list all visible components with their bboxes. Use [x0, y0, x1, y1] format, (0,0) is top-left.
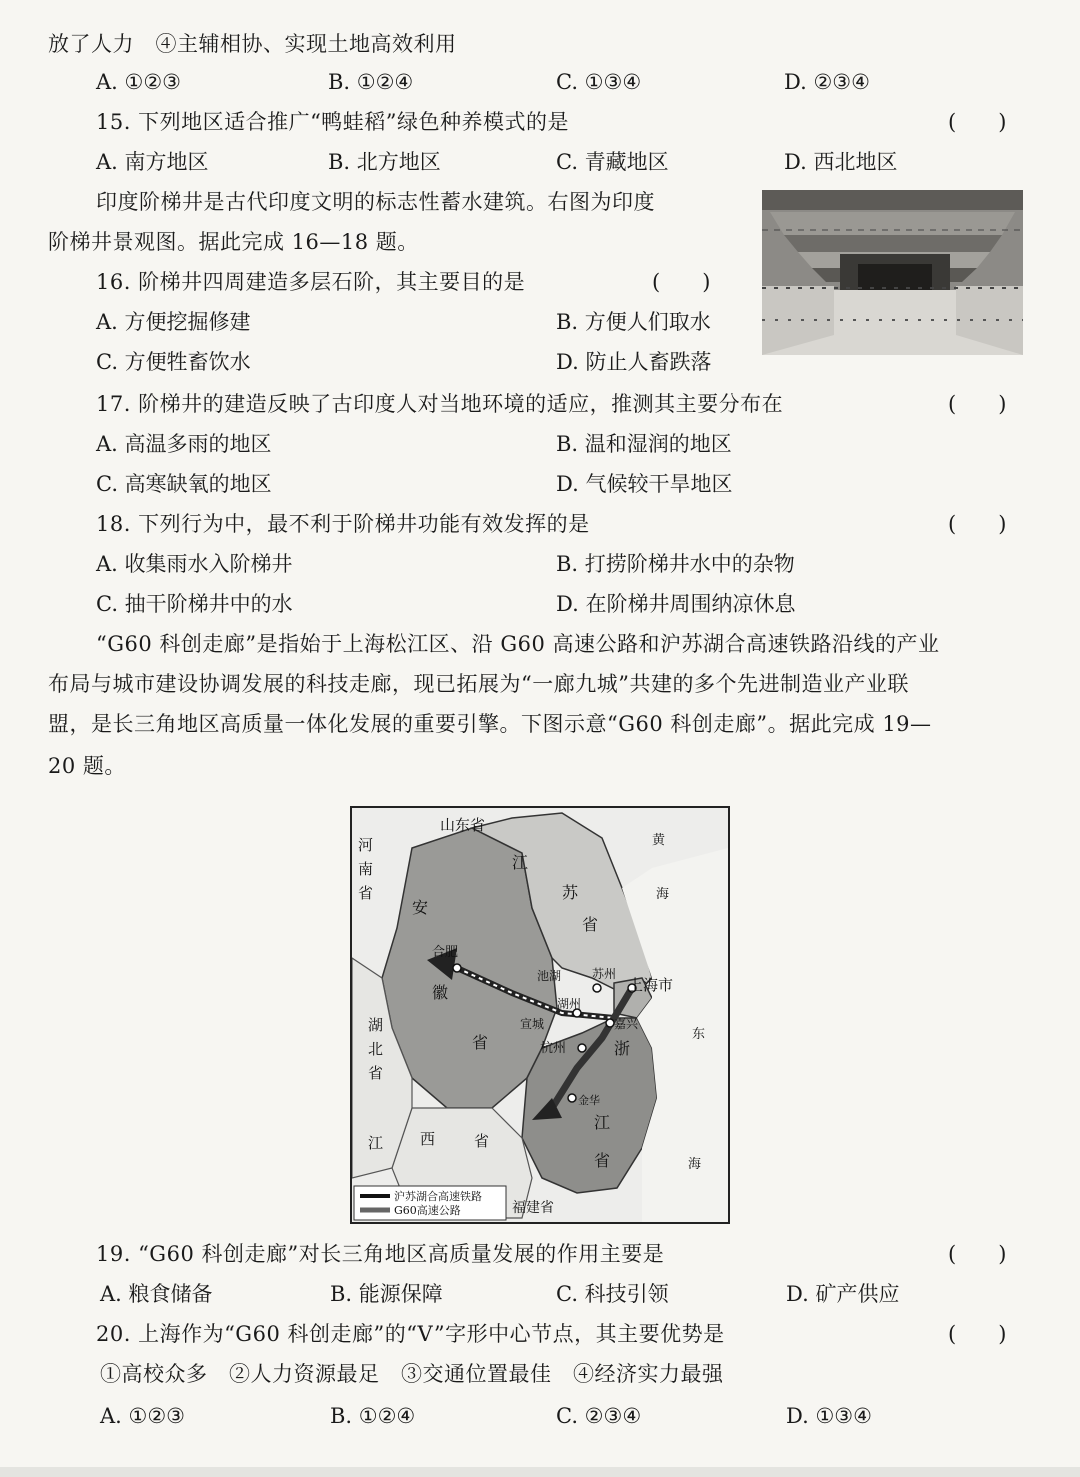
q17-stem: 17. 阶梯井的建造反映了古印度人对当地环境的适应，推测其主要分布在	[96, 392, 784, 416]
legend-railway: 沪苏湖合高速铁路	[394, 1190, 482, 1203]
q15-option-c[interactable]: C. 青藏地区	[556, 150, 669, 174]
q20-option-c[interactable]: C. ②③④	[556, 1404, 642, 1428]
q19-answer-blank[interactable]: ( )	[948, 1242, 1007, 1266]
q15-answer-blank[interactable]: ( )	[948, 110, 1007, 134]
q17-option-d[interactable]: D. 气候较干旱地区	[556, 472, 733, 496]
page-bottom-edge	[0, 1467, 1080, 1477]
q14-option-d[interactable]: D. ②③④	[784, 70, 870, 94]
q19-option-a[interactable]: A. 粮食储备	[100, 1282, 213, 1306]
q18-option-c[interactable]: C. 抽干阶梯井中的水	[96, 592, 293, 616]
label-zhejiang-3: 省	[594, 1151, 611, 1170]
q16-option-c[interactable]: C. 方便牲畜饮水	[96, 350, 251, 374]
q20-stem: 20. 上海作为“G60 科创走廊”的“V”字形中心节点，其主要优势是	[96, 1322, 725, 1346]
q16-option-a[interactable]: A. 方便挖掘修建	[96, 310, 251, 334]
label-huzhou: 湖州	[557, 997, 582, 1011]
q14-option-a[interactable]: A. ①②③	[96, 70, 181, 94]
legend-highway: G60高速公路	[394, 1204, 461, 1217]
stepwell-photo	[762, 190, 1023, 355]
q18-stem: 18. 下列行为中，最不利于阶梯井功能有效发挥的是	[96, 512, 590, 536]
q19-option-b[interactable]: B. 能源保障	[330, 1282, 443, 1306]
label-hangzhou: 杭州	[540, 1041, 567, 1056]
q18-option-b[interactable]: B. 打捞阶梯井水中的杂物	[556, 552, 795, 576]
q16-stem: 16. 阶梯井四周建造多层石阶，其主要目的是	[96, 270, 526, 294]
q17-option-b[interactable]: B. 温和湿润的地区	[556, 432, 732, 456]
label-donghai-2: 海	[688, 1157, 702, 1172]
q16-option-d[interactable]: D. 防止人畜跌落	[556, 350, 712, 374]
g60-corridor-map	[350, 806, 730, 1224]
q15-option-a[interactable]: A. 南方地区	[96, 150, 209, 174]
label-shandong: 山东省	[440, 816, 486, 834]
q16-answer-blank[interactable]: ( )	[652, 270, 711, 294]
label-hubei-2: 北	[368, 1040, 384, 1058]
intro2-line4: 20 题。	[48, 754, 126, 778]
label-zhejiang-2: 江	[594, 1113, 611, 1132]
label-hefei: 合肥	[432, 945, 459, 960]
q20-option-a[interactable]: A. ①②③	[100, 1404, 185, 1428]
q20-answer-blank[interactable]: ( )	[948, 1322, 1007, 1346]
q18-answer-blank[interactable]: ( )	[948, 512, 1007, 536]
label-hubei-3: 省	[368, 1064, 384, 1082]
label-chizhou: 池湖	[537, 969, 562, 983]
q17-answer-blank[interactable]: ( )	[948, 392, 1007, 416]
intro1-line1: 印度阶梯井是古代印度文明的标志性蓄水建筑。右图为印度	[96, 190, 655, 214]
q15-option-b[interactable]: B. 北方地区	[328, 150, 441, 174]
q20-option-d[interactable]: D. ①③④	[786, 1404, 872, 1428]
q19-option-d[interactable]: D. 矿产供应	[786, 1282, 900, 1306]
q19-option-c[interactable]: C. 科技引领	[556, 1282, 669, 1306]
label-jiangsu-2: 苏	[562, 883, 579, 902]
q18-option-a[interactable]: A. 收集雨水入阶梯井	[96, 552, 293, 576]
intro1-line2: 阶梯井景观图。据此完成 16—18 题。	[48, 230, 419, 254]
q14-option-c[interactable]: C. ①③④	[556, 70, 642, 94]
intro2-line1: “G60 科创走廊”是指始于上海松江区、沿 G60 高速公路和沪苏湖合高速铁路沿线的产业	[96, 632, 940, 656]
q16-option-b[interactable]: B. 方便人们取水	[556, 310, 711, 334]
q18-option-d[interactable]: D. 在阶梯井周围纳凉休息	[556, 592, 796, 616]
label-jinhua: 金华	[578, 1094, 600, 1107]
label-shanghai: 上海市	[628, 976, 674, 994]
label-anhui-1: 安	[412, 898, 429, 917]
q14-option-b[interactable]: B. ①②④	[328, 70, 414, 94]
label-fujian: 福建省	[512, 1200, 554, 1216]
q20-choices: ①高校众多 ②人力资源最足 ③交通位置最佳 ④经济实力最强	[100, 1362, 724, 1386]
q17-option-c[interactable]: C. 高寒缺氧的地区	[96, 472, 272, 496]
label-jiangsu-3: 省	[582, 915, 599, 934]
label-hubei-1: 湖	[368, 1016, 384, 1034]
q15-stem: 15. 下列地区适合推广“鸭蛙稻”绿色种养模式的是	[96, 110, 570, 134]
label-anhui-3: 省	[472, 1033, 489, 1052]
q20-option-b[interactable]: B. ①②④	[330, 1404, 416, 1428]
label-henan-1: 河	[358, 836, 374, 854]
q14-tail: 放了人力 ④主辅相协、实现土地高效利用	[48, 32, 457, 56]
q17-option-a[interactable]: A. 高温多雨的地区	[96, 432, 272, 456]
label-jiangsu-1: 江	[512, 853, 529, 872]
label-jiaxing: 嘉兴	[614, 1017, 639, 1031]
label-xuancheng: 宣城	[520, 1017, 545, 1031]
label-jiangxi-2: 西	[420, 1130, 436, 1148]
label-donghai-1: 东	[692, 1027, 706, 1042]
label-jiangxi-1: 江	[368, 1134, 384, 1152]
intro2-line3: 盟，是长三角地区高质量一体化发展的重要引擎。下图示意“G60 科创走廊”。据此完成 19—	[48, 712, 932, 736]
q15-option-d[interactable]: D. 西北地区	[784, 150, 898, 174]
label-jiangxi-3: 省	[474, 1132, 490, 1150]
label-suzhou: 苏州	[592, 967, 617, 981]
label-huanghai-2: 海	[656, 887, 670, 902]
label-huanghai-1: 黄	[652, 833, 666, 848]
intro2-line2: 布局与城市建设协调发展的科技走廊，现已拓展为“一廊九城”共建的多个先进制造业产业联	[48, 672, 909, 696]
label-anhui-2: 徽	[432, 983, 449, 1002]
label-zhejiang-1: 浙	[614, 1039, 631, 1058]
label-henan-2: 南	[358, 860, 374, 878]
label-henan-3: 省	[358, 884, 374, 902]
q19-stem: 19. “G60 科创走廊”对长三角地区高质量发展的作用主要是	[96, 1242, 665, 1266]
